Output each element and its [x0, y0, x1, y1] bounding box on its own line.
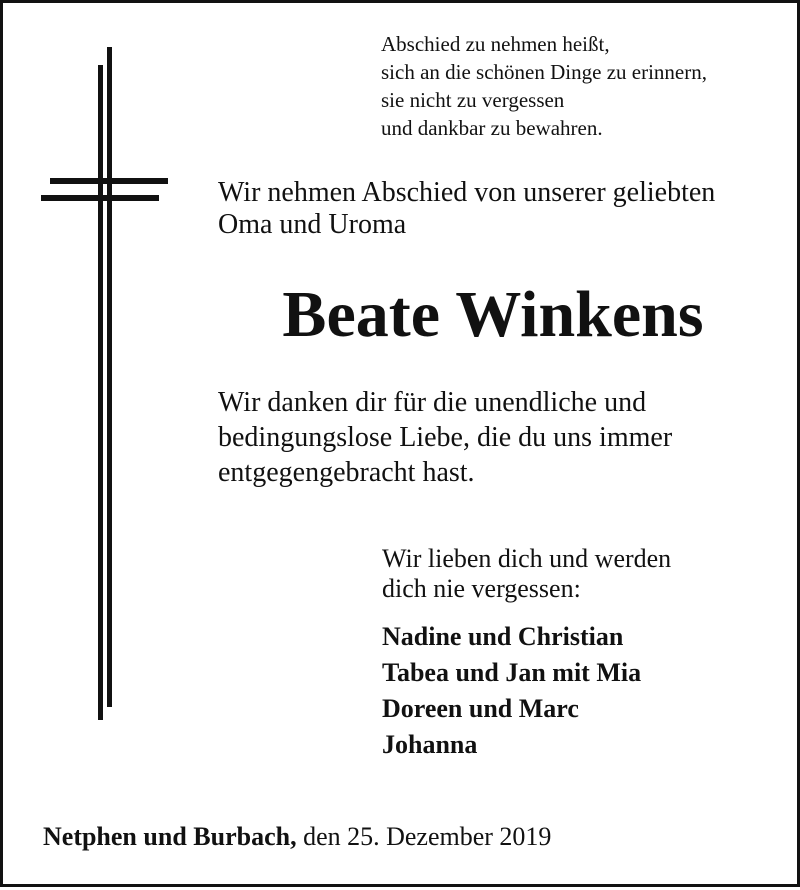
- mourners-list: [382, 619, 641, 763]
- cross-vertical-beam-shadow: [98, 65, 103, 720]
- place: Netphen und Burbach,: [43, 822, 297, 851]
- quote-line: und dankbar zu bewahren.: [381, 116, 603, 140]
- thanks-line: bedingungslose Liebe, die du uns immer: [218, 422, 673, 453]
- place-and-date: [43, 820, 551, 854]
- love-line: Wir lieben dich und werden: [382, 544, 672, 573]
- farewell-quote: [381, 30, 707, 142]
- cross-vertical-beam: [107, 47, 112, 707]
- mourner-name: Johanna: [382, 730, 478, 759]
- quote-line: Abschied zu nehmen heißt,: [381, 32, 610, 56]
- farewell-intro: [218, 177, 715, 241]
- thanks-line: Wir danken dir für die unendliche und: [218, 387, 647, 418]
- intro-line: Wir nehmen Abschied von unserer geliebten: [218, 177, 716, 208]
- intro-line: Oma und Uroma: [218, 209, 407, 240]
- quote-line: sich an die schönen Dinge zu erinnern,: [381, 60, 707, 84]
- deceased-name: Beate Winkens: [282, 278, 704, 351]
- quote-line: sie nicht zu vergessen: [381, 88, 565, 112]
- love-line: dich nie vergessen:: [382, 574, 581, 603]
- mourner-name: Tabea und Jan mit Mia: [382, 658, 642, 687]
- mourner-name: Doreen und Marc: [382, 694, 579, 723]
- date: den 25. Dezember 2019: [296, 822, 552, 851]
- love-text: [382, 544, 671, 604]
- cross-horizontal-beam: [50, 178, 168, 184]
- cross-icon: [3, 3, 203, 890]
- cross-horizontal-beam-shadow: [41, 195, 159, 201]
- thanks-text: [218, 385, 672, 490]
- mourner-name: Nadine und Christian: [382, 622, 624, 651]
- thanks-line: entgegengebracht hast.: [218, 457, 475, 488]
